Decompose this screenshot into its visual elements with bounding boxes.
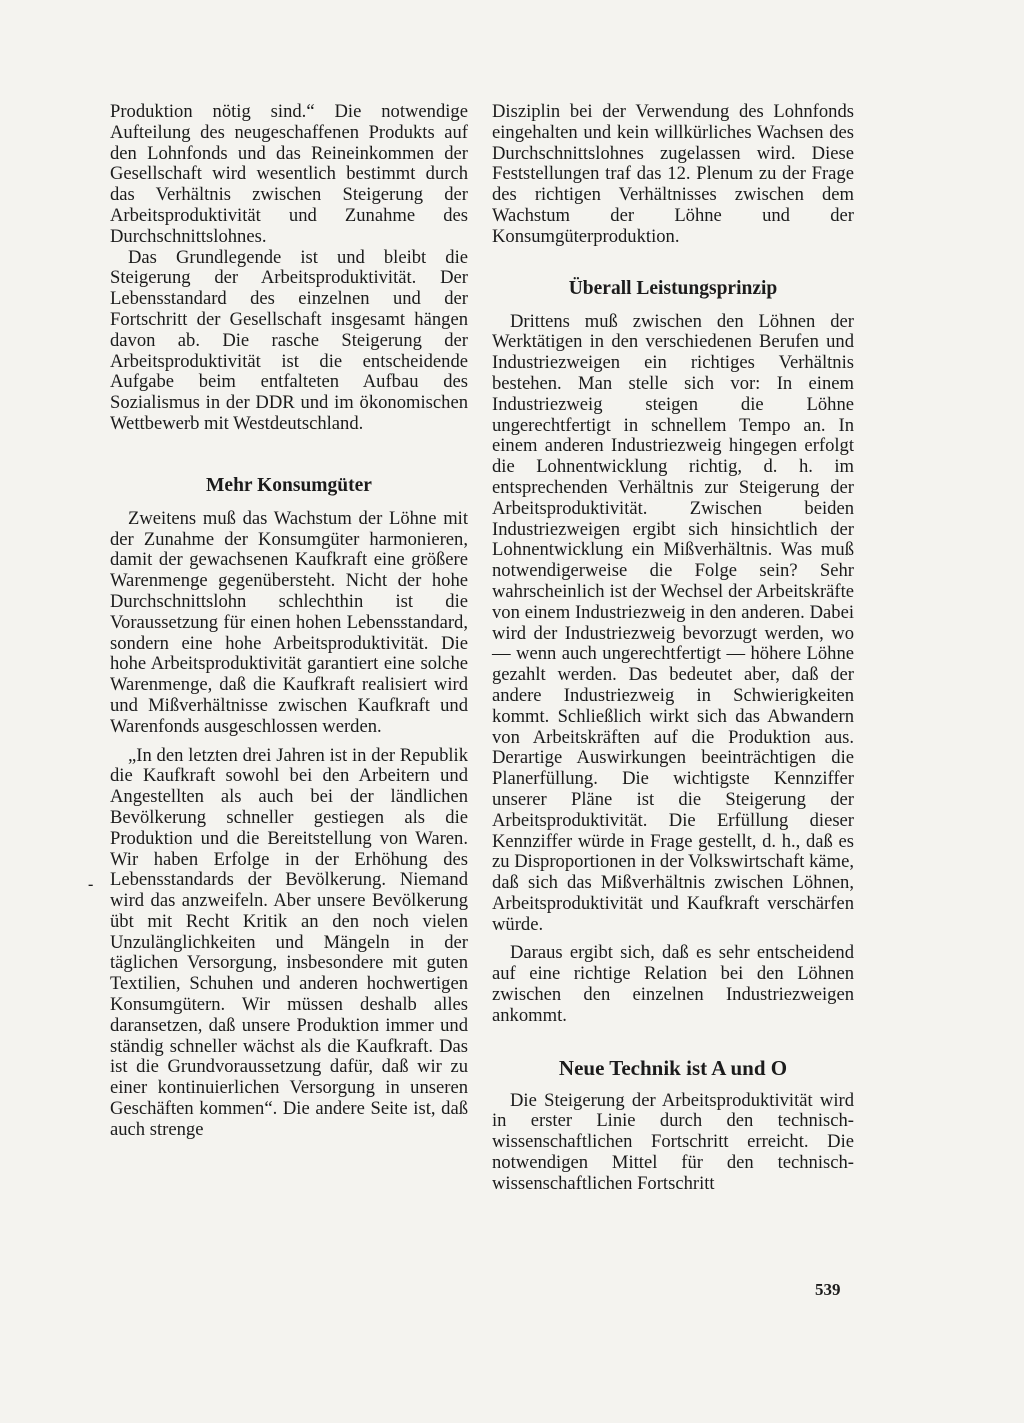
paragraph: Disziplin bei der Verwendung des Lohnfonds eingehalten und kein willkürliches Wachsen des Durchschnittslohnes zugelassen wird. Diese Feststellungen traf das 12. Plenum zu der Frage des richtigen Verhältnisses zwischen dem Wachstum der Löhne und der Konsumgüterproduktion. xyxy=(492,101,854,247)
margin-mark: - xyxy=(88,876,94,893)
paragraph: Zweitens muß das Wachstum der Löhne mit der Zunahme der Konsumgüter harmonieren, damit der gewachsenen Kaufkraft eine größere Warenmenge gegenübersteht. Nicht der hohe Durchschnittslohn schlechthin ist die Voraussetzung für einen hohen Lebensstandard, sondern eine hohe Arbeitsproduktivität. Die hohe Arbeitsproduktivität garantiert eine solche Warenmenge, daß die Kaufkraft realisiert wird und Mißverhältnisse zwischen Kaufkraft und Warenfonds ausgeschlossen werden. xyxy=(110,507,468,737)
paragraph: Das Grundlegende ist und bleibt die Steigerung der Arbeitsproduktivität. Der Lebensstandard des einzelnen und der Fortschritt der Gesellschaft insgesamt hängen davon ab. Die rasche Steigerung der Arbeitsproduktivität ist die entscheidende Aufgabe beim entfalteten Aufbau des Sozialismus in der DDR und im ökonomischen Wettbewerb mit Westdeutschland. xyxy=(110,246,468,434)
section-heading-technik: Neue Technik ist A und O xyxy=(558,1055,788,1080)
paragraph-quote: „In den letzten drei Jahren ist in der Republik die Kaufkraft sowohl bei den Arbeitern und Angestellten als auch bei der ländlichen Bevölkerung schneller gestiegen als die Produktion und die Bereitstellung von Waren. Wir haben Erfolge in der Erhöhung des Lebensstandards der Bevölkerung. Niemand wird das anzweifeln. Aber unsere Bevölkerung übt mit Recht Kritik an den noch vielen Unzulänglichkeiten und Mängeln in der täglichen Versorgung, insbesondere mit guten Textilien, Schuhen und anderen hochwertigen Konsumgütern. Wir müssen deshalb alles daransetzen, daß unsere Produktion immer und ständig schneller wächst als die Kaufkraft. Das ist die Grundvoraussetzung dafür, daß wir zu einer kontinuierlichen Versorgung in unseren Geschäften kommen“. Die andere Seite ist, daß auch strenge xyxy=(110,744,468,1140)
paragraph: Die Steigerung der Arbeitsproduktivität wird in erster Linie durch den technisch-wissenschaftlichen Fortschritt erreicht. Die notwendigen Mittel für den technisch-wissenschaftlichen Fortschritt xyxy=(492,1089,854,1194)
paragraph: Drittens muß zwischen den Löhnen der Werktätigen in den verschiedenen Berufen und Industriezweigen ein richtiges Verhältnis bestehen. Man stelle sich vor: In einem Industriezweig steigen die Löhne ungerechtfertigt in schnellem Tempo an. In einem anderen Industriezweig hingegen erfolgt die Lohnentwicklung richtig, d. h. im entsprechenden Verhältnis zur Steigerung der Arbeitsproduktivität. Zwischen beiden Industriezweigen ergibt sich hinsichtlich der Lohnentwicklung ein Mißverhältnis. Was muß notwendigerweise die Folge sein? Sehr wahrscheinlich ist der Wechsel der Arbeitskräfte von einem Industriezweig in den anderen. Dabei wird der Industriezweig bevorzugt werden, wo — wenn auch ungerechtfertigt — höhere Löhne gezahlt werden. Das bedeutet aber, daß der andere Industriezweig in Schwierigkeiten kommt. Schließlich wirkt sich das Abwandern von Arbeitskräften auf die Produktion aus. Derartige Auswirkungen beeinträchtigen die Planerfüllung. Die wichtigste Kennziffer unserer Pläne ist die Steigerung der Arbeitsproduktivität. Die Erfüllung dieser Kennziffer würde in Frage gestellt, d. h., daß es zu Disproportionen in der Volkswirtschaft käme, daß sich das Mißverhältnis zwischen Löhnen, Arbeitsproduktivität und Kaufkraft verschärfen würde. xyxy=(492,310,854,935)
right-column xyxy=(492,102,854,1195)
left-column xyxy=(110,102,468,1141)
page-number: 539 xyxy=(815,1280,841,1299)
section-heading-leistungsprinzip: Überall Leistungsprinzip xyxy=(568,277,778,299)
paragraph: Daraus ergibt sich, daß es sehr entscheidend auf eine richtige Relation bei den Löhnen zwischen den einzelnen Industriezweigen ankommt. xyxy=(492,942,854,1026)
paragraph: Produktion nötig sind.“ Die notwendige Aufteilung des neugeschaffenen Produkts auf den Lohnfonds und das Reineinkommen der Gesellschaft wird wesentlich bestimmt durch das Verhältnis zwischen Steigerung der Arbeitsproduktivität und Zunahme des Durchschnittslohnes. xyxy=(110,101,468,247)
section-heading-konsumgueter: Mehr Konsumgüter xyxy=(206,474,372,496)
